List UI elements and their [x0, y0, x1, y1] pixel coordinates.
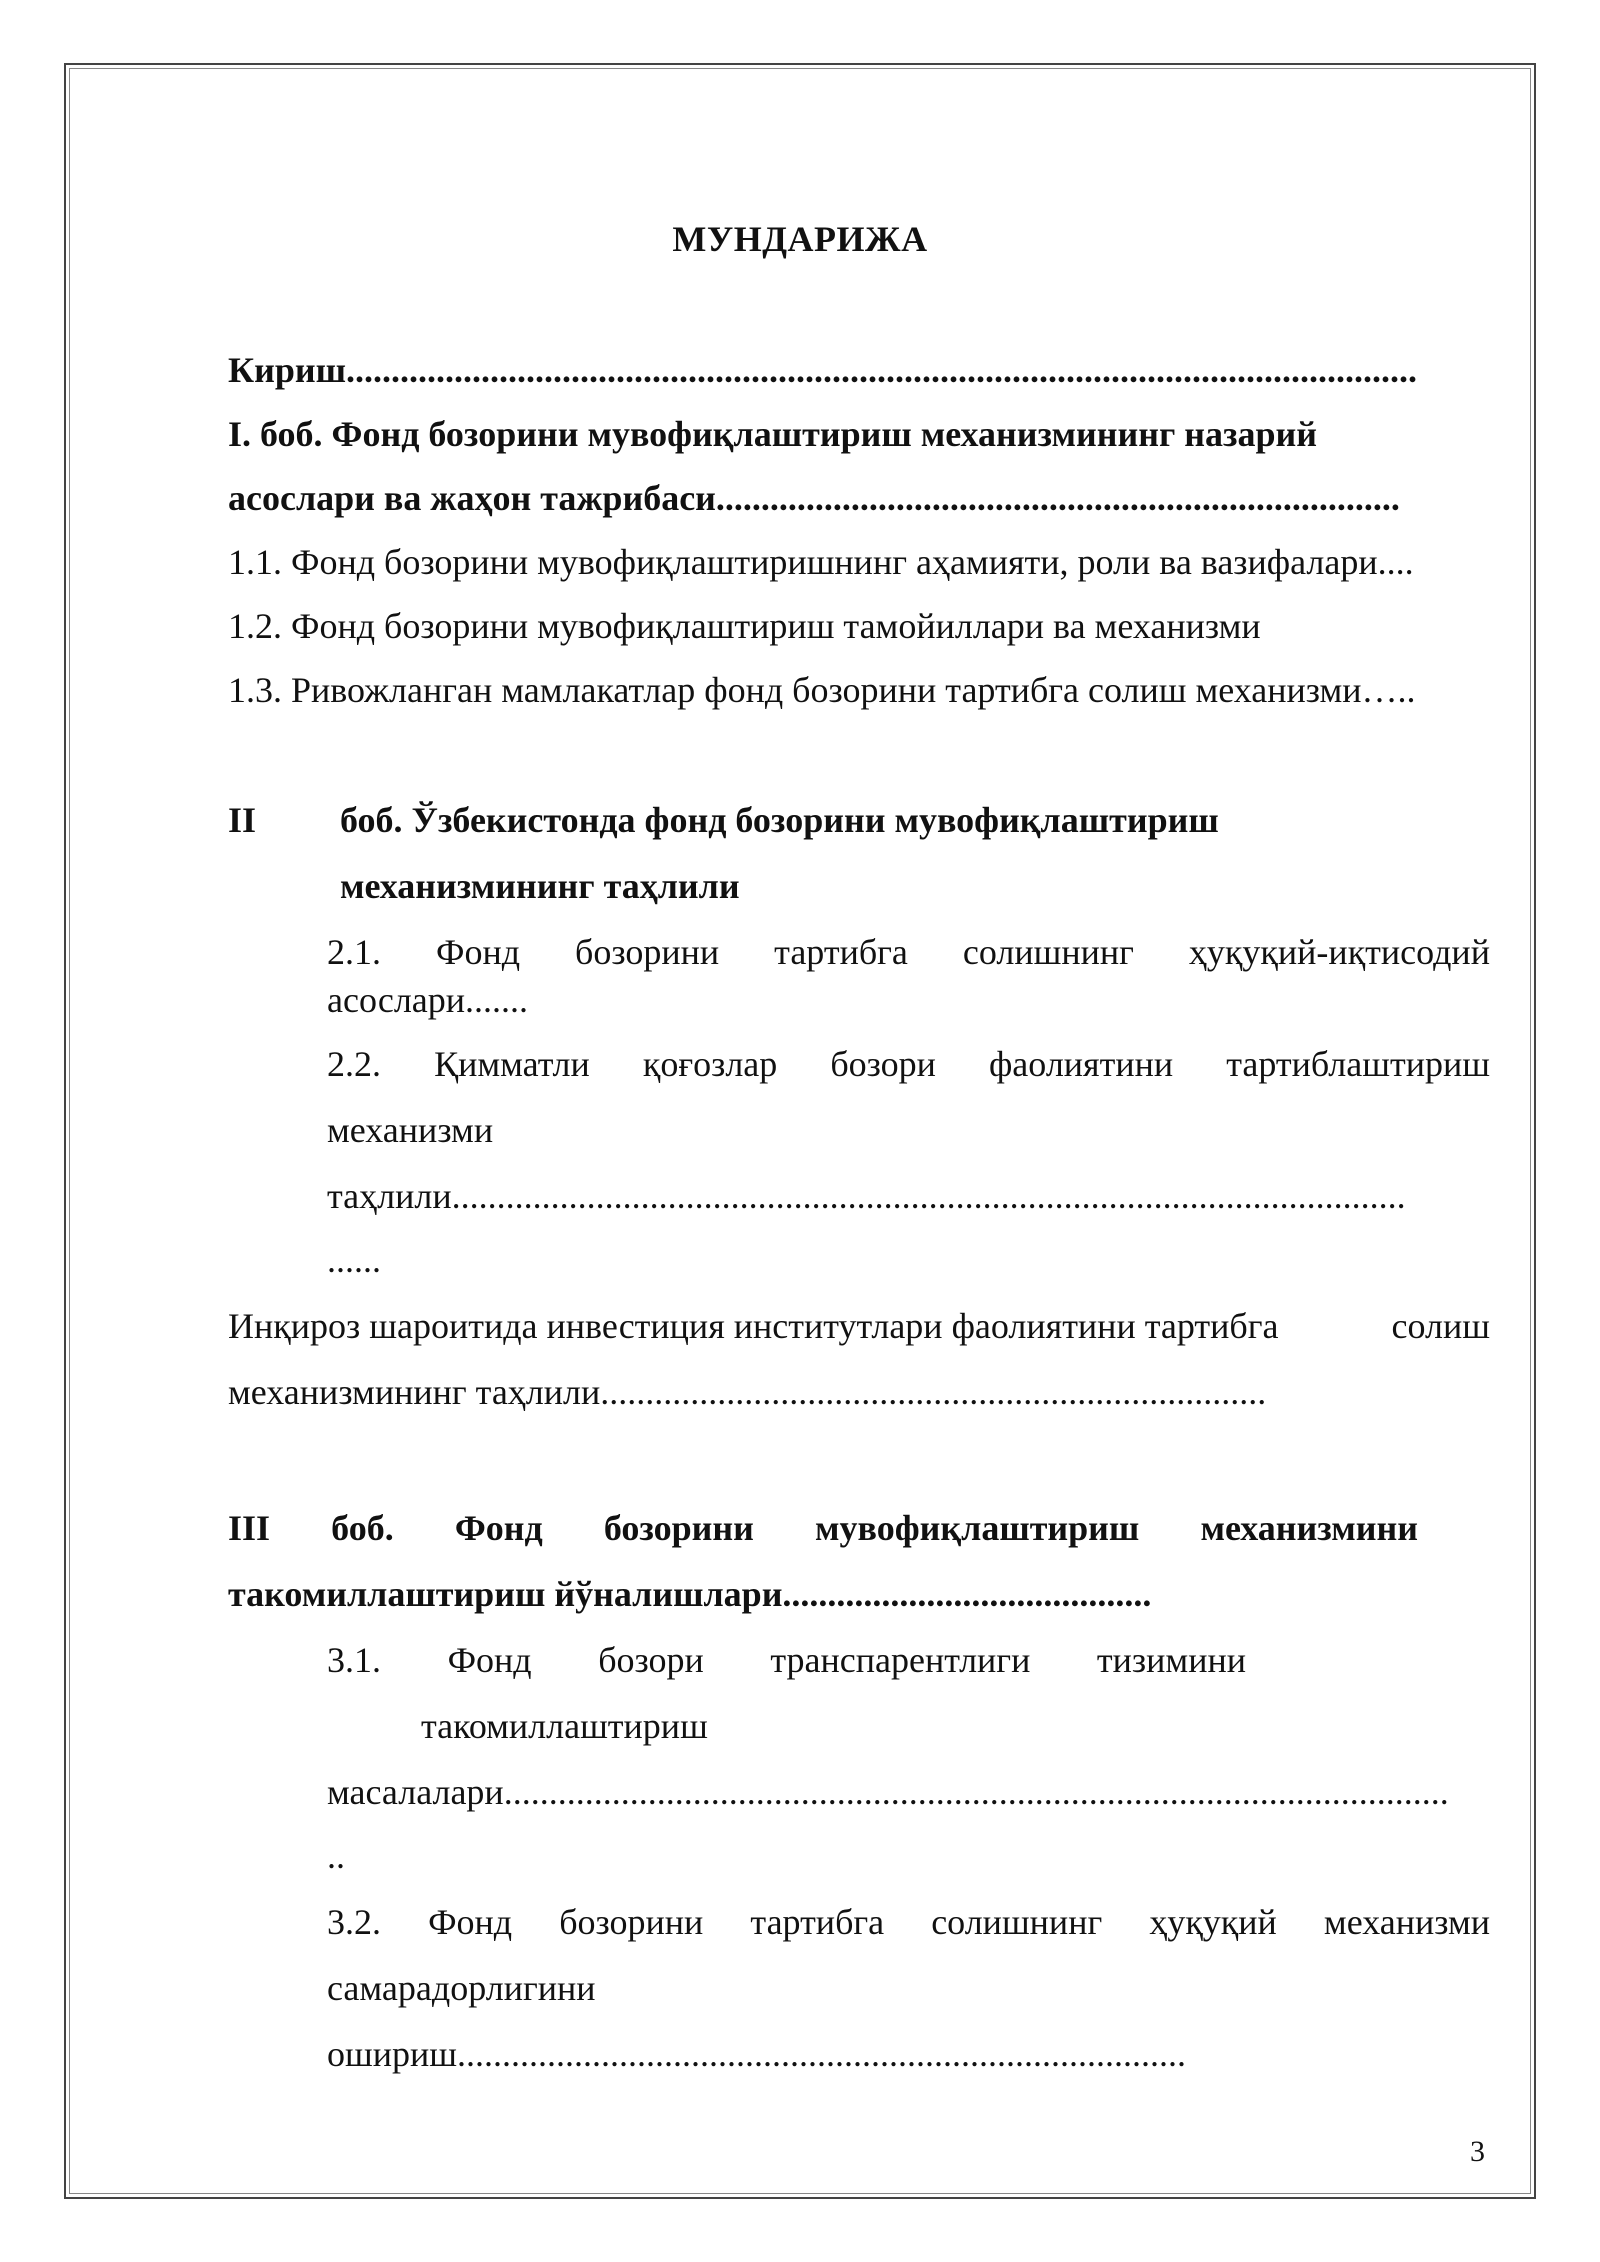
- toc-section-3-2-cont: самарадорлигини: [327, 1968, 596, 2008]
- word: механизми: [1323, 1902, 1490, 1942]
- word: 2.1.: [327, 932, 381, 972]
- word: мувофиқлаштириш: [815, 1508, 1140, 1548]
- toc-chapter1-heading: I. боб. Фонд бозорини мувофиқлаштириш механизмининг назарий: [228, 414, 1318, 454]
- word: боб.: [331, 1508, 394, 1548]
- page-title: МУНДАРИЖА: [672, 219, 928, 259]
- word: Фонд: [428, 1902, 513, 1942]
- word: тизимини: [1096, 1640, 1246, 1680]
- word: транспарентлиги: [770, 1640, 1031, 1680]
- toc-section-1-3: 1.3. Ривожланган мамлакатлар фонд бозорини тартибга солиш механизми…..: [228, 670, 1416, 710]
- toc-intro: Кириш.......................................................................................................................: [228, 350, 1418, 390]
- toc-section-3-2-cont2: ошириш.................................................................................: [327, 2034, 1186, 2074]
- chapter2-title: . Ўзбекистонда фонд бозорини мувофиқлаштириш: [393, 800, 1219, 840]
- word: бозори: [598, 1640, 704, 1680]
- word: ҳуқуқий: [1149, 1902, 1277, 1942]
- word: бозорини: [575, 932, 720, 972]
- word: Фонд: [454, 1508, 543, 1548]
- toc-chapter2-heading: [340, 800, 1219, 840]
- toc-section-2-2-cont3: ......: [327, 1240, 381, 1280]
- word: Инқироз шароитида инвестиция институтлари фаолиятини тартибга: [228, 1306, 1279, 1346]
- toc-section-3-1-cont: такомиллаштириш: [421, 1706, 708, 1746]
- word: тартибга: [774, 932, 908, 972]
- toc-section-3-1-cont2: масалалари.........................................................................................................: [327, 1772, 1449, 1812]
- toc-section-2-1-cont: асослари.......: [327, 980, 529, 1020]
- toc-chapter1-heading-cont: асослари ва жаҳон тажрибаси............................................................................: [228, 478, 1400, 518]
- word: Фонд: [436, 932, 521, 972]
- word: бозори: [830, 1044, 936, 1084]
- toc-section-3-1-cont3: ..: [327, 1836, 345, 1876]
- toc-chapter2-number: II: [228, 800, 257, 840]
- word: III: [228, 1508, 271, 1548]
- word: солиш: [1391, 1306, 1490, 1346]
- toc-section-3-1: [327, 1640, 1246, 1680]
- word: бозорини: [603, 1508, 754, 1548]
- chapter2-bob: боб: [340, 800, 394, 840]
- toc-section-2-3-cont: механизмининг таҳлили..........................................................................: [228, 1372, 1267, 1412]
- word: 3.1.: [327, 1640, 381, 1680]
- toc-section-3-2: [327, 1902, 1490, 1942]
- word: фаолиятини: [988, 1044, 1174, 1084]
- page-number: 3: [1470, 2135, 1485, 2168]
- word: Фонд: [447, 1640, 532, 1680]
- toc-section-2-2: [327, 1044, 1490, 1084]
- word: механизмини: [1200, 1508, 1418, 1548]
- toc-chapter3-heading-cont: такомиллаштириш йўналишлари.........................................: [228, 1574, 1152, 1614]
- toc-section-1-2: 1.2. Фонд бозорини мувофиқлаштириш тамойиллари ва механизми: [228, 606, 1261, 646]
- toc-section-2-2-cont2: таҳлили..........................................................................................................: [327, 1176, 1406, 1216]
- toc-chapter3-heading: [228, 1508, 1418, 1548]
- toc-chapter2-heading-cont: механизмининг таҳлили: [340, 866, 740, 906]
- toc-section-2-1: [327, 932, 1490, 972]
- toc-section-1-1: 1.1. Фонд бозорини мувофиқлаштиришнинг аҳамияти, роли ва вазифалари....: [228, 542, 1414, 582]
- word: қоғозлар: [642, 1044, 778, 1084]
- word: тартиблаштириш: [1226, 1044, 1490, 1084]
- word: ҳуқуқий-иқтисодий: [1188, 932, 1490, 972]
- word: 3.2.: [327, 1902, 381, 1942]
- word: солишнинг: [962, 932, 1134, 972]
- word: тартибга: [750, 1902, 885, 1942]
- toc-section-2-3: [228, 1306, 1490, 1346]
- word: бозорини: [559, 1902, 704, 1942]
- word: Қимматли: [434, 1044, 590, 1084]
- word: 2.2.: [327, 1044, 381, 1084]
- toc-section-2-2-cont: механизми: [327, 1110, 494, 1150]
- word: солишнинг: [931, 1902, 1103, 1942]
